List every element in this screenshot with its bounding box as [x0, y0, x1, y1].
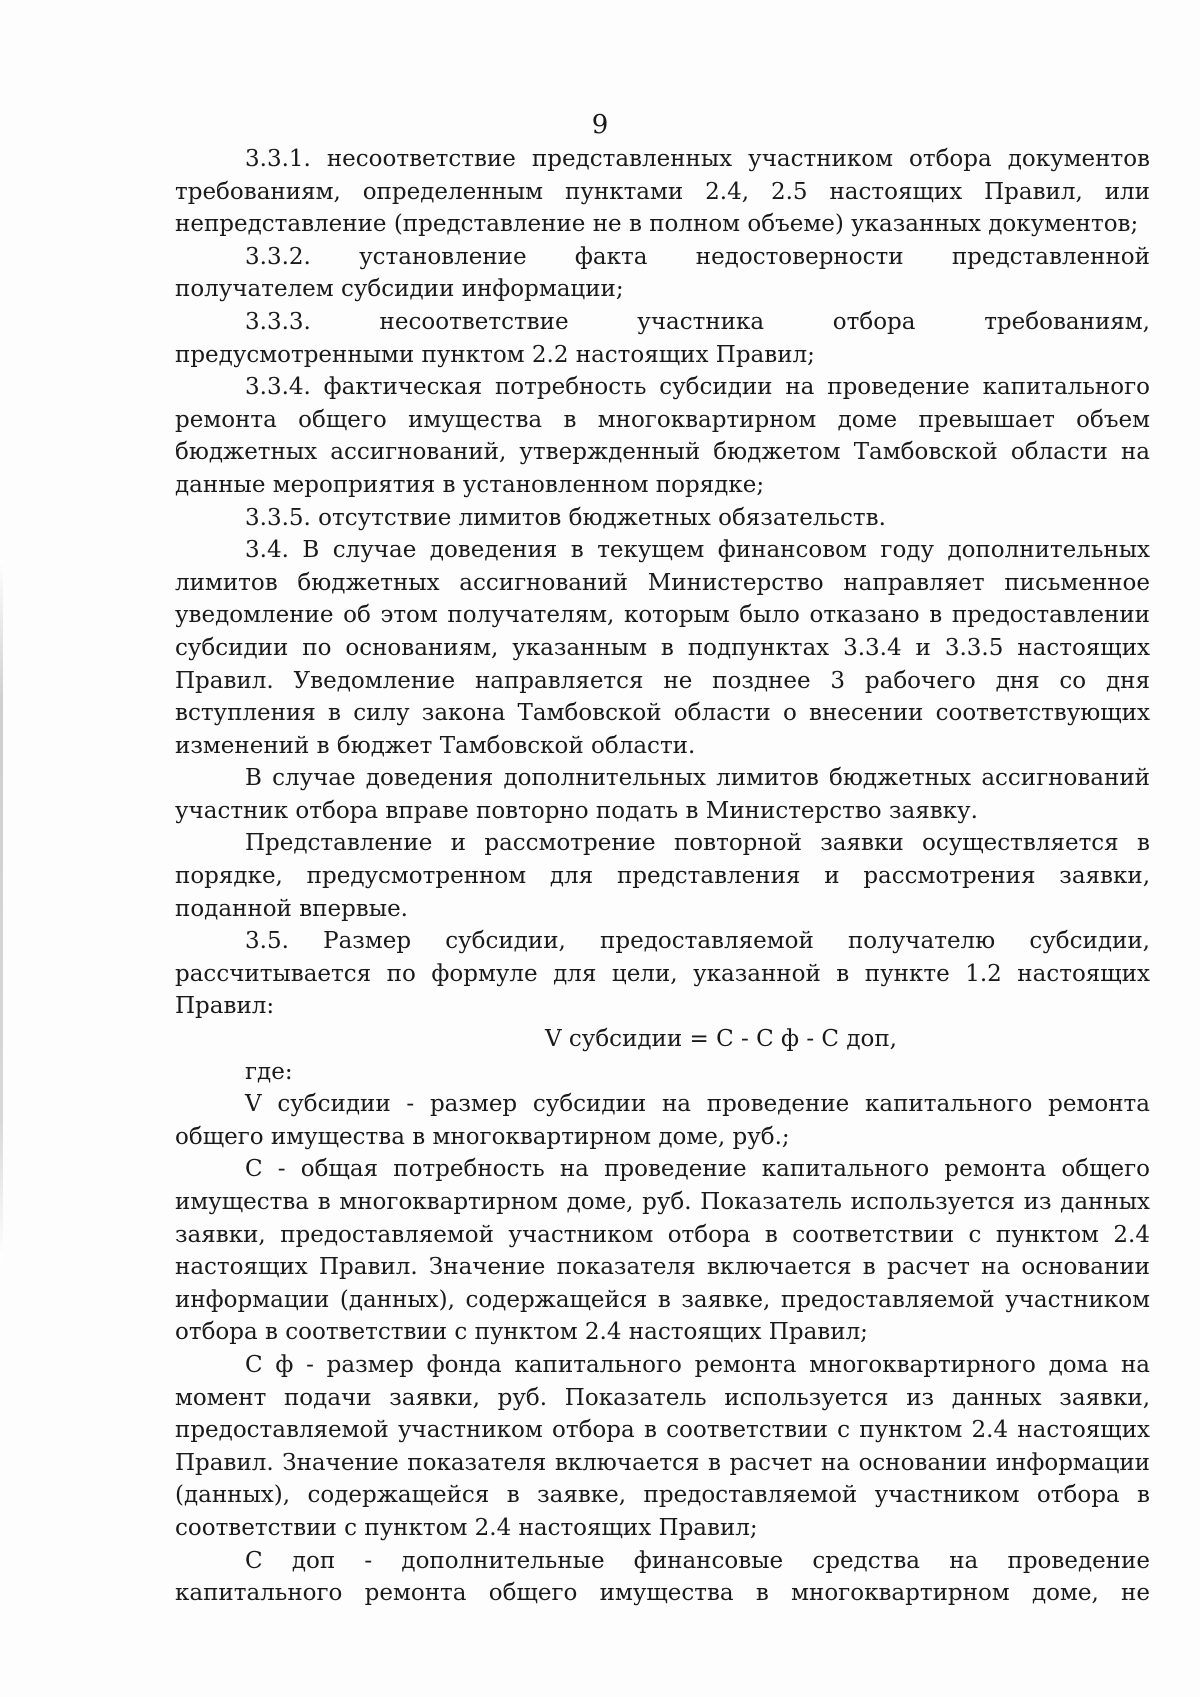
where-label: где: [245, 1058, 293, 1085]
definition-c: С - общая потребность на проведение капитального ремонта общего имущества в многоквартирном доме, руб. Показатель используется из данных заявки, предоставляемой участником отбора в соответствии с пунктом 2.4 настоящих Правил. Значение показателя включается в расчет на основании информации (данных), содержащейся в заявке, предоставляемой участником отбора в соответствии с пунктом 2.4 настоящих Правил; [175, 1156, 1150, 1346]
document-body [175, 143, 1150, 1610]
paragraph-3-3-4: 3.3.4. фактическая потребность субсидии на проведение капитального ремонта общего имущества в многоквартирном доме превышает объем бюджетных ассигнований, утвержденный бюджетом Тамбовской области на данные мероприятия в установленном порядке; [175, 374, 1150, 498]
subsidy-formula: V субсидии = С - С ф - С доп, [545, 1026, 897, 1053]
paragraph-additional-limits: В случае доведения дополнительных лимитов бюджетных ассигнований участник отбора вправе повторно подать в Министерство заявку. [175, 765, 1150, 824]
definition-c-fund: С ф - размер фонда капитального ремонта многоквартирного дома на момент подачи заявки, руб. Показатель используется из данных заявки, предоставляемой участником отбора в соответствии с пунктом 2.4 настоящих Правил. Значение показателя включается в расчет на основании информации (данных), содержащейся в заявке, предоставляемой участником отбора в соответствии с пунктом 2.4 настоящих Правил; [175, 1351, 1150, 1541]
paragraph-3-3-2: 3.3.2. установление факта недостоверности представленной получателем субсидии информации; [175, 243, 1150, 303]
paragraph-3-3-5: 3.3.5. отсутствие лимитов бюджетных обязательств. [245, 504, 886, 531]
paragraph-3-4: 3.4. В случае доведения в текущем финансовом году дополнительных лимитов бюджетных ассигнований Министерство направляет письменное уведомление об этом получателям, которым было отказано в предоставлении субсидии по основаниям, указанным в подпунктах 3.3.4 и 3.3.5 настоящих Правил. Уведомление направляется не позднее 3 рабочего дня со дня вступления в силу закона Тамбовской области о внесении соответствующих изменений в бюджет Тамбовской области. [175, 537, 1150, 759]
paragraph-3-3-1: 3.3.1. несоответствие представленных участником отбора документов требованиям, определенным пунктами 2.4, 2.5 настоящих Правил, или непредставление (представление не в полном объеме) указанных документов; [175, 146, 1150, 238]
definition-c-additional: С доп - дополнительные финансовые средства на проведение капитального ремонта общего имущества в многоквартирном доме, не [175, 1547, 1150, 1607]
paragraph-repeat-application: Представление и рассмотрение повторной заявки осуществляется в порядке, предусмотренном для представления и рассмотрения заявки, поданной впервые. [175, 830, 1150, 922]
paragraph-3-3-3: 3.3.3. несоответствие участника отбора требованиям, предусмотренными пунктом 2.2 настоящих Правил; [175, 308, 1150, 368]
scan-edge-shadow [0, 560, 3, 1260]
page-number: 9 [591, 110, 609, 140]
definition-v-subsidy: V субсидии - размер субсидии на проведение капитального ремонта общего имущества в многоквартирном доме, руб.; [175, 1091, 1150, 1150]
paragraph-3-5: 3.5. Размер субсидии, предоставляемой получателю субсидии, рассчитывается по формуле для цели, указанной в пункте 1.2 настоящих Правил: [175, 928, 1150, 1020]
